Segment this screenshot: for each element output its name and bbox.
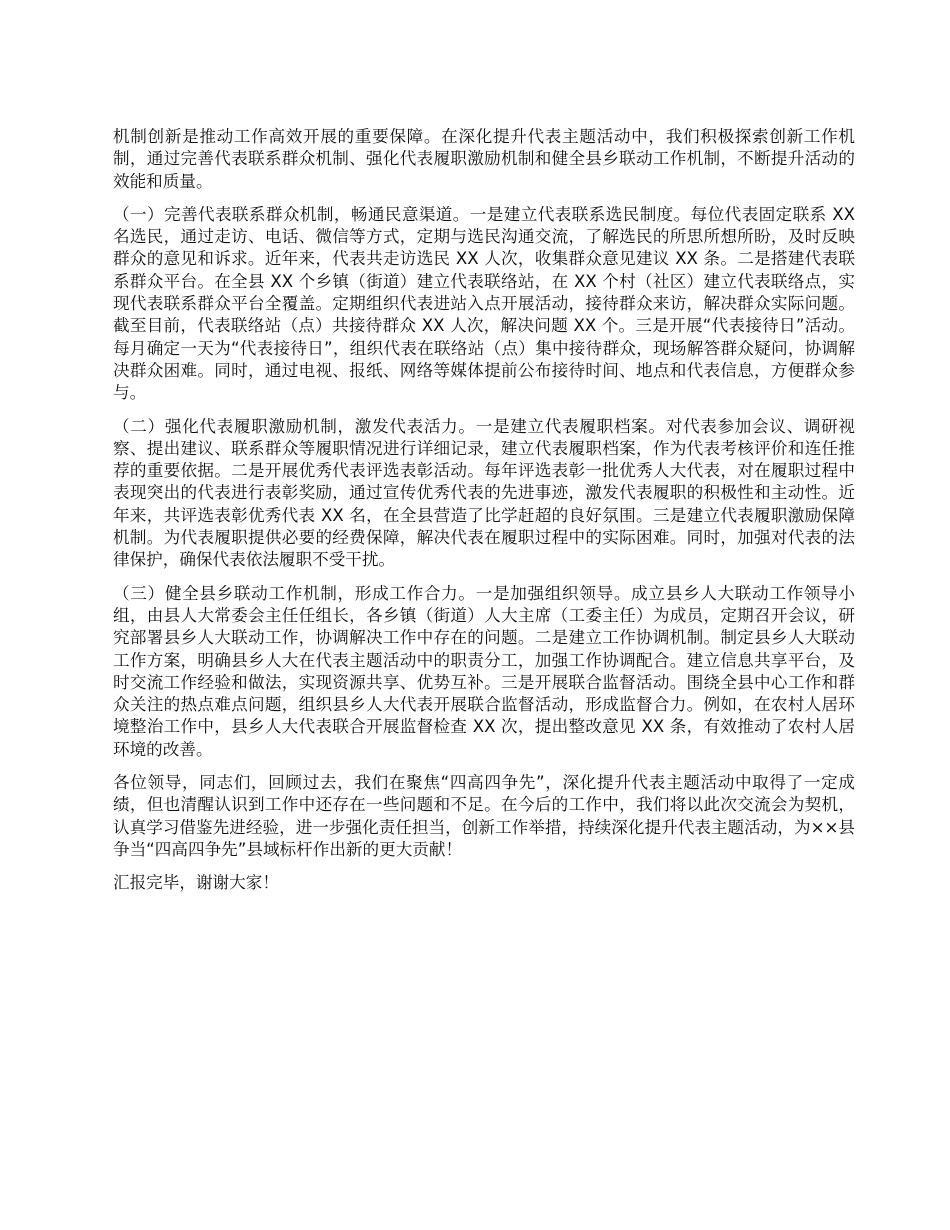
paragraph-closing: 汇报完毕，谢谢大家！	[113, 873, 279, 893]
paragraph-intro: 机制创新是推动工作高效开展的重要保障。在深化提升代表主题活动中，我们积极探索创新工作机制，通过完善代表联系群众机制、强化代表履职激励机制和健全县乡联动工作机制，不断提升活动的效能和质量。	[113, 127, 855, 191]
paragraph-conclusion: 各位领导，同志们，回顾过去，我们在聚焦“四高四争先”，深化提升代表主题活动中取得了一定成绩，但也清醒认识到工作中还存在一些问题和不足。在今后的工作中，我们将以此次交流会为契机，认真学习借鉴先进经验，进一步强化责任担当，创新工作举措，持续深化提升代表主题活动，为××县争当“四高四争先”县域标杆作出新的更大贡献！	[113, 773, 855, 859]
paragraph-section-1: （一）完善代表联系群众机制，畅通民意渠道。一是建立代表联系选民制度。每位代表固定联系 XX 名选民，通过走访、电话、微信等方式，定期与选民沟通交流，了解选民的所思所想所盼，及时反映群众的意见和诉求。近年来，代表共走访选民 XX 人次，收集群众意见建议 XX 条。二是搭建代表联系群众平台。在全县 XX 个乡镇（街道）建立代表联络站，在 XX 个村（社区）建立代表联络点，实现代表联系群众平台全覆盖。定期组织代表进站入点开展活动，接待群众来访，解决群众实际问题。截至目前，代表联络站（点）共接待群众 XX 人次，解决问题 XX 个。三是开展“代表接待日”活动。每月确定一天为“代表接待日”，组织代表在联络站（点）集中接待群众，现场解答群众疑问，协调解决群众困难。同时，通过电视、报纸、网络等媒体提前公布接待时间、地点和代表信息，方便群众参与。	[113, 204, 855, 403]
paragraph-section-3: （三）健全县乡联动工作机制，形成工作合力。一是加强组织领导。成立县乡人大联动工作领导小组，由县人大常委会主任任组长，各乡镇（街道）人大主席（工委主任）为成员，定期召开会议，研究部署县乡人大联动工作，协调解决工作中存在的问题。二是建立工作协调机制。制定县乡人大联动工作方案，明确县乡人大在代表主题活动中的职责分工，加强工作协调配合。建立信息共享平台，及时交流工作经验和做法，实现资源共享、优势互补。三是开展联合监督活动。围绕全县中心工作和群众关注的热点难点问题，组织县乡人大代表开展联合监督活动，形成监督合力。例如，在农村人居环境整治工作中，县乡人大代表联合开展监督检查 XX 次，提出整改意见 XX 条，有效推动了农村人居环境的改善。	[113, 583, 855, 759]
paragraph-section-2: （二）强化代表履职激励机制，激发代表活力。一是建立代表履职档案。对代表参加会议、调研视察、提出建议、联系群众等履职情况进行详细记录，建立代表履职档案，作为代表考核评价和连任推荐的重要依据。二是开展优秀代表评选表彰活动。每年评选表彰一批优秀人大代表，对在履职过程中表现突出的代表进行表彰奖励，通过宣传优秀代表的先进事迹，激发代表履职的积极性和主动性。近年来，共评选表彰优秀代表 XX 名，在全县营造了比学赶超的良好氛围。三是建立代表履职激励保障机制。为代表履职提供必要的经费保障，解决代表在履职过程中的实际困难。同时，加强对代表的法律保护，确保代表依法履职不受干扰。	[113, 416, 855, 570]
document-body	[113, 126, 855, 906]
